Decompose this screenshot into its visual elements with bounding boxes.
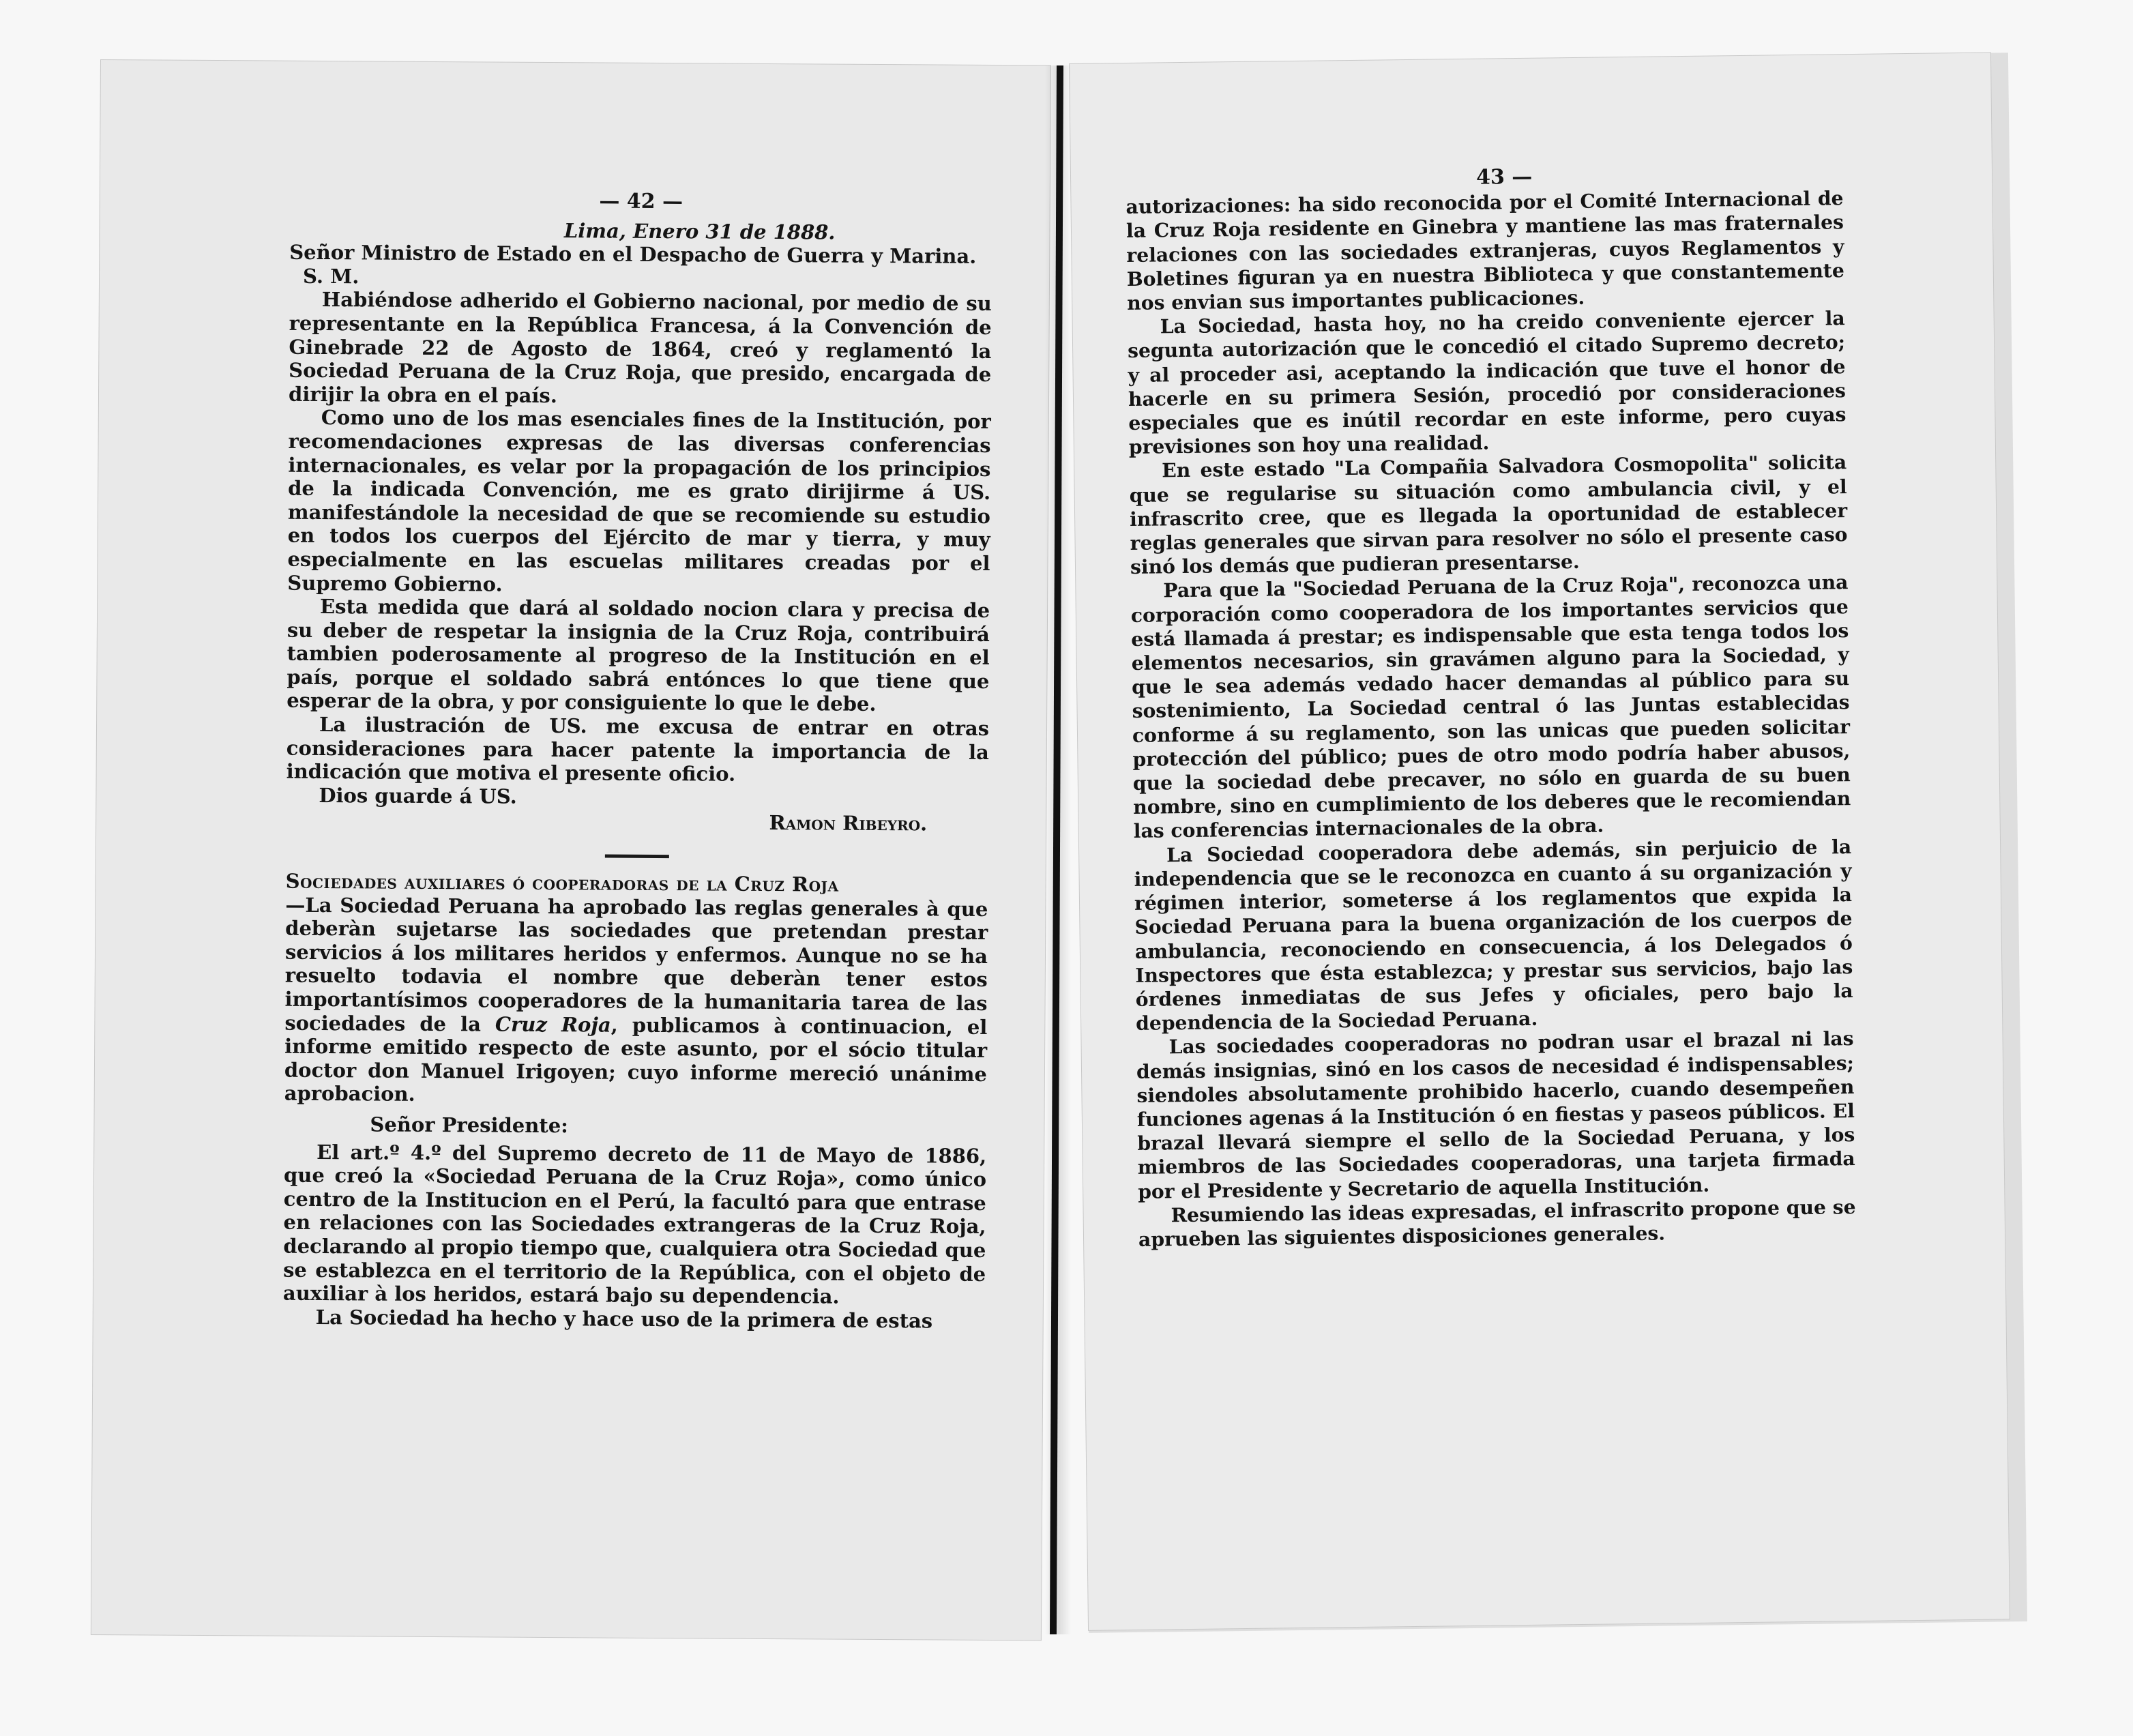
letter-paragraph: Esta medida que dará al soldado nocion clara y precisa de su deber de respetar la insignia de la Cruz Roja, contribuirá tambien poderosamente al progreso de la Institución en el país, porque el soldado sabrá entónces lo que tiene que esperar de la obra, y por consiguiente lo que le debe. [286, 595, 990, 716]
report-paragraph: autorizaciones: ha sido reconocida por el Comité Internacional de la Cruz Roja residente en Ginebra y mantiene las mas fraternales relaciones con las sociedades extranjeras, cuyos Reglamentos y Boletines figuran ya en nuestra Biblioteca y que constantemente nos envian sus importantes publicaciones. [1126, 187, 1844, 315]
report-paragraph: La Sociedad, hasta hoy, no ha creido conveniente ejercer la segunta autorización que le concedió el citado Supremo decreto; y al proceder asi, aceptando la indicación que tuve el honor de hacerle en su primera Sesión, procedió por consideraciones especiales que es inútil recordar en este informe, pero cuyas previsiones son hoy una realidad. [1127, 307, 1847, 459]
report-paragraph: Resumiendo las ideas expresadas, el infrascrito propone que se aprueben las siguientes disposiciones generales. [1138, 1195, 1856, 1251]
section-intro [284, 893, 988, 1110]
section-intro-lead: —La Sociedad Peruana ha aprobado las reglas generales à que deberàn sujetarse las sociedades que pretendan prestar servicios á los militares heridos y enfermos. Aunque no se ha resuelto todavia el nombre que deberàn tener estos importantísimos cooperadores de la humanitaria tarea de las sociedades de la [284, 893, 988, 1036]
section-heading: Sociedades auxiliares ó cooperadoras de la Cruz Roja [285, 869, 839, 896]
president-salutation: Señor Presidente: [370, 1113, 569, 1138]
addressee: Señor Ministro de Estado en el Despacho de Guerra y Marina. [289, 240, 977, 269]
section-intro-tail: , publicamos à continuacion, el informe emitido respecto de este asunto, por el sócio titular doctor don Manuel Irigoyen; cuyo informe mereció unánime aprobacion. [284, 1013, 988, 1106]
report-paragraph: Para que la "Sociedad Peruana de la Cruz Roja", reconozca una corporación como cooperadora de los importantes servicios que está llamada á prestar; es indispensable que esta tenga todos los elementos necesarios, sin gravámen alguno para la Sociedad, y que le sea además vedado hacer demandas al público para su sostenimiento, La Sociedad central ó las Juntas establecidas conforme á su reglamento, son las unicas que pueden solicitar protección del público; pues de otro modo podría haber abusos, que la sociedad debe precaver, no sólo en guarda de su buen nombre, sino en cumplimiento de los deberes que le recomiendan las conferencias internacionales de la obra. [1130, 571, 1851, 843]
right-page-text [1126, 161, 1856, 1252]
letter-paragraph: La ilustración de US. me excusa de entrar en otras consideraciones para hacer patente la importancia de la indicación que motiva el presente oficio. [286, 713, 990, 786]
letter-paragraph: Habiéndose adherido el Gobierno nacional, por medio de su representante en la República Francesa, á la Convención de Ginebrade 22 de Agosto de 1864, creó y reglamentó la Sociedad Peruana de la Cruz Roja, que presido, encargada de dirijir la obra en el país. [288, 288, 992, 407]
left-page [91, 60, 1050, 1640]
section-divider [605, 855, 669, 859]
right-page-number: 43 — [1475, 164, 1533, 190]
report-paragraph: El art.º 4.º del Supremo decreto de 11 de Mayo de 1886, que creó la «Sociedad Peruana de la Cruz Roja», como único centro de la Institucion en el Perú, la facultó para que entrase en relaciones con las Sociedades extrangeras de la Cruz Roja, declarando al propio tiempo que, cualquiera otra Sociedad que se establezca en el territorio de la República, con el objeto de auxiliar à los heridos, estará bajo su dependencia. [282, 1140, 987, 1308]
salutation: S. M. [302, 264, 359, 289]
report-paragraph: En este estado "La Compañia Salvadora Cosmopolita" solicita que se regularise su situación como ambulancia civil, y el infrascrito cree, que es llegada la oportunidad de establecer reglas generales que sirvan para resolver no sólo el presente caso sinó los demás que pudieran presentarse. [1129, 451, 1848, 579]
letter-closing: Dios guarde á US. [319, 783, 517, 808]
section-intro-italic: Cruz Roja [495, 1012, 611, 1037]
letter-paragraph: Como uno de los mas esenciales fines de la Institución, por recomendaciones expresas de las diversas conferencias internacionales, es velar por la propagación de los principios de la indicada Convención, me es grato dirijirme á US. manifestándole la necesidad de que se recomiende su estudio en todos los cuerpos del Ejército de mar y tierra, y muy especialmente en las escuelas militares creadas por el Supremo Gobierno. [287, 406, 991, 596]
left-page-number: — 42 — [599, 189, 683, 214]
signature: Ramon Ribeyro. [769, 811, 928, 836]
report-paragraph: Las sociedades cooperadoras no podran usar el brazal ni las demás insignias, sinó en los casos de necesidad é indispensables; siendoles absolutamente prohibido hacerlo, cuando desempeñen funciones agenas á la Institución ó en fiestas y paseos públicos. El brazal llevará siempre el sello de la Sociedad Peruana, y los miembros de las Sociedades cooperadoras, una tarjeta firmada por el Presidente y Secretario de aquella Institución. [1136, 1027, 1855, 1203]
left-page-text [283, 188, 992, 1334]
report-paragraph: La Sociedad cooperadora debe además, sin perjuicio de la independencia que se le reconozca en cuanto á su organización y régimen interior, someterse á los reglamentos que expida la Sociedad Peruana para la buena organización de los cuerpos de ambulancia, reconociendo en consecuencia, á los Delegados ó Inspectores que ésta establezca; y prestar sus servicios, bajo las órdenes inmediatas de sus Jefes y oficiales, pero bajo la dependencia de la Sociedad Peruana. [1134, 835, 1853, 1035]
report-paragraph: La Sociedad ha hecho y hace uso de la primera de estas [315, 1305, 933, 1333]
dateline: Lima, Enero 31 de 1888. [563, 218, 836, 244]
right-page [1070, 53, 2010, 1630]
